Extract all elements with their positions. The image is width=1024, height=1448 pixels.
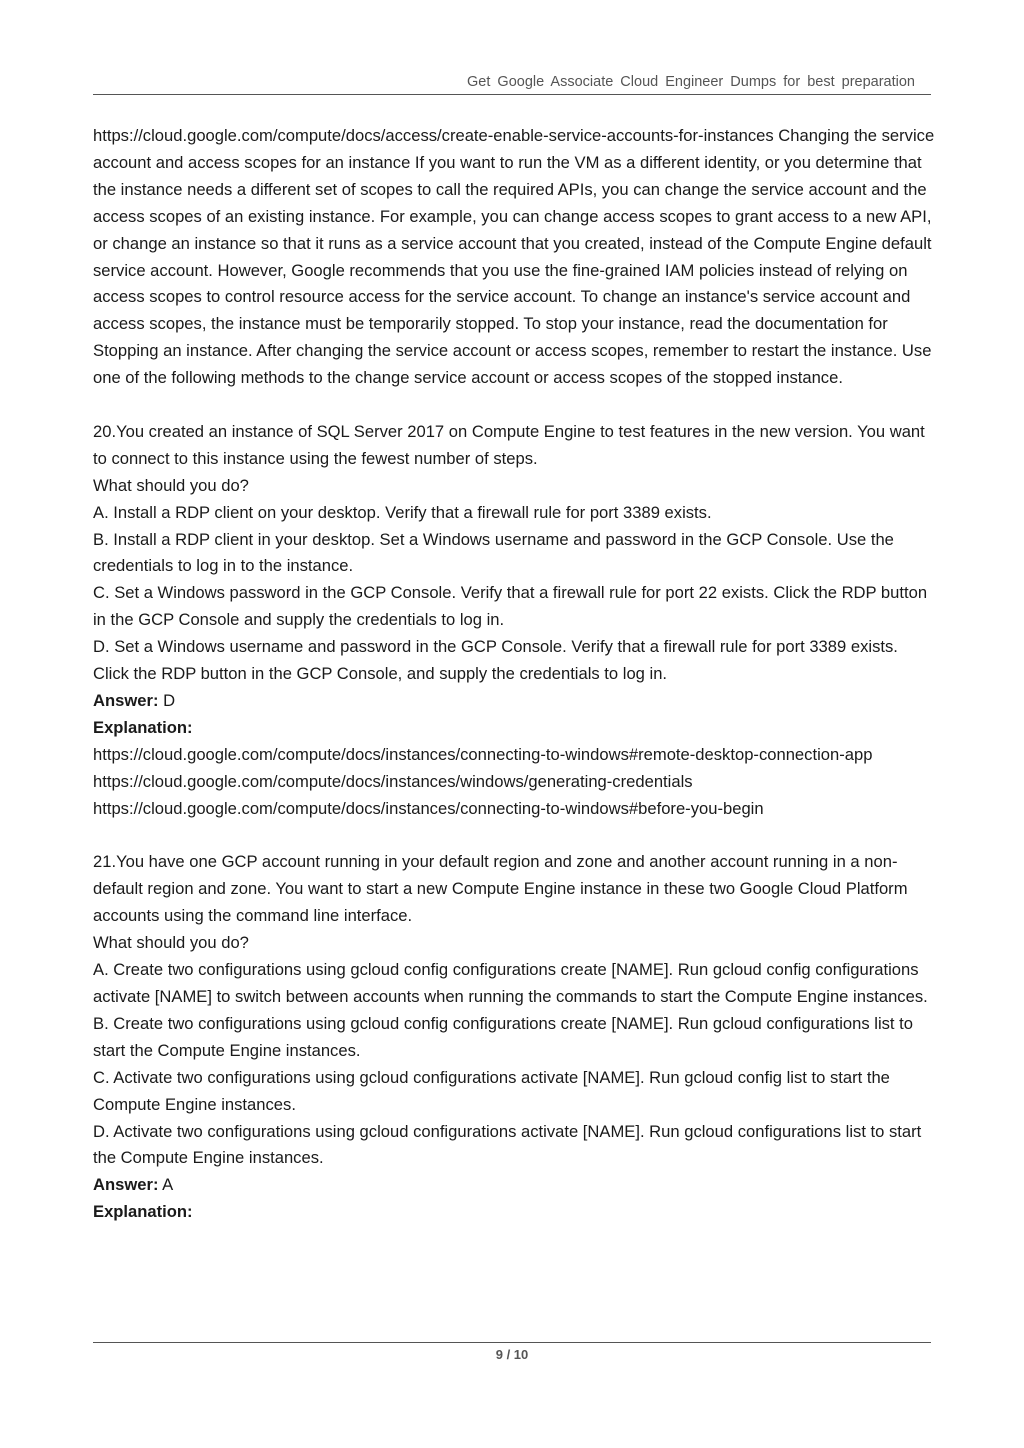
- answer-label: Answer:: [93, 691, 159, 711]
- option-d: D. Set a Windows username and password in the GCP Console. Verify that a firewall rule for port 3389 exists. Click the RDP button in the GCP Console, and supply the credentials to log in.: [93, 637, 898, 684]
- page-header: [93, 72, 931, 95]
- page-content: [93, 123, 935, 1226]
- question-prompt: What should you do?: [93, 475, 249, 495]
- reference-link[interactable]: https://cloud.google.com/compute/docs/instances/connecting-to-windows#before-you-begin: [93, 798, 764, 818]
- option-a: A. Create two configurations using gcloud config configurations create [NAME]. Run gcloud config configurations activate [NAME] to switch between accounts when running the commands to start the Compute Engine instances.: [93, 960, 928, 1006]
- page-number: 9 / 10: [495, 1347, 529, 1362]
- answer-value: A: [158, 1175, 174, 1195]
- question-20: [93, 419, 935, 823]
- option-b: B. Install a RDP client in your desktop. Set a Windows username and password in the GCP Console. Use the credentials to log in to the instance.: [93, 529, 894, 576]
- answer-line: [93, 688, 935, 715]
- question-text: 20.You created an instance of SQL Server 2017 on Compute Engine to test features in the new version. You want to connect to this instance using the fewest number of steps.: [93, 421, 925, 468]
- explanation-label: Explanation:: [93, 1202, 193, 1222]
- answer-line: [93, 1172, 935, 1199]
- answer-value: D: [158, 691, 176, 711]
- option-c: C. Set a Windows password in the GCP Console. Verify that a firewall rule for port 22 exists. Click the RDP button in the GCP Console and supply the credentials to log in.: [93, 583, 928, 630]
- question-21: [93, 849, 935, 1226]
- reference-link[interactable]: https://cloud.google.com/compute/docs/instances/connecting-to-windows#remote-desktop-connection-app: [93, 744, 873, 764]
- option-a: A. Install a RDP client on your desktop. Verify that a firewall rule for port 3389 exists.: [93, 502, 712, 522]
- intro-paragraph: https://cloud.google.com/compute/docs/access/create-enable-service-accounts-for-instances Changing the service account and access scopes for an instance If you want to run the VM as a different identity, or you determine that the instance needs a different set of scopes to call the required APIs, you can change the service account and the access scopes of an existing instance. For example, you can change access scopes to grant access to a new API, or change an instance so that it runs as a service account that you created, instead of the Compute Engine default service account. However, Google recommends that you use the fine-grained IAM policies instead of relying on access scopes to control resource access for the service account. To change an instance's service account and access scopes, the instance must be temporarily stopped. To stop your instance, read the documentation for Stopping an instance. After changing the service account or access scopes, remember to restart the instance. Use one of the following methods to the change service account or access scopes of the stopped instance.: [93, 126, 935, 388]
- paragraph-gap: [93, 823, 935, 850]
- option-d: D. Activate two configurations using gcloud configurations activate [NAME]. Run gcloud configurations list to start the Compute Engine instances.: [93, 1121, 922, 1168]
- option-b: B. Create two configurations using gcloud config configurations create [NAME]. Run gcloud configurations list to start the Compute Engine instances.: [93, 1013, 913, 1060]
- question-text: 21.You have one GCP account running in your default region and zone and another account running in a non-default region and zone. You want to start a new Compute Engine instance in these two Google Cloud Platform accounts using the command line interface.: [93, 852, 908, 926]
- option-c: C. Activate two configurations using gcloud configurations activate [NAME]. Run gcloud config list to start the Compute Engine instances.: [93, 1067, 890, 1114]
- page-footer: [93, 1342, 931, 1362]
- answer-label: Answer:: [93, 1175, 159, 1195]
- explanation-label: Explanation:: [93, 717, 193, 737]
- reference-link[interactable]: https://cloud.google.com/compute/docs/instances/windows/generating-credentials: [93, 771, 693, 791]
- header-title: Get Google Associate Cloud Engineer Dumps for best preparation: [467, 74, 915, 90]
- paragraph-gap: [93, 392, 935, 419]
- question-prompt: What should you do?: [93, 933, 249, 953]
